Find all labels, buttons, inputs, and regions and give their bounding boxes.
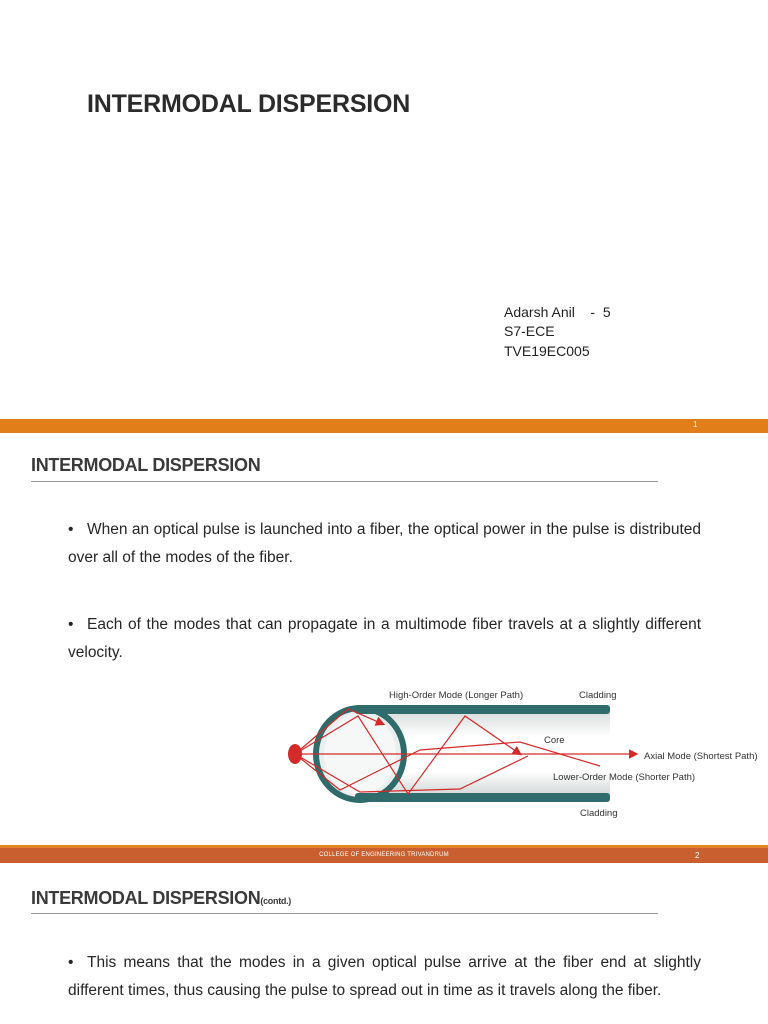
slide2-page-number: 2 bbox=[695, 851, 700, 860]
slide3-bullet-1 bbox=[68, 949, 701, 1005]
author-id: TVE19EC005 bbox=[504, 343, 590, 359]
slide3-heading-text: INTERMODAL DISPERSION bbox=[31, 888, 261, 908]
slide3-heading-suffix: (contd.) bbox=[260, 896, 291, 906]
slide2-heading: INTERMODAL DISPERSION bbox=[31, 455, 261, 475]
label-lower-order: Lower-Order Mode (Shorter Path) bbox=[553, 772, 696, 783]
bullet-text: When an optical pulse is launched into a fiber, the optical power in the pulse is distributed over all of the modes of the fiber. bbox=[68, 521, 701, 566]
label-cladding-bottom: Cladding bbox=[580, 808, 618, 819]
slide3-heading-rule bbox=[31, 913, 658, 914]
slide2-bullet-1 bbox=[68, 516, 701, 572]
label-axial: Axial Mode (Shortest Path) bbox=[644, 751, 758, 762]
label-core: Core bbox=[544, 735, 565, 746]
bullet-text: This means that the modes in a given optical pulse arrive at the fiber end at slightly different times, thus causing the pulse to spread out in time as it travels along the fiber. bbox=[68, 954, 701, 999]
label-cladding-top: Cladding bbox=[579, 690, 617, 701]
fiber-mode-diagram bbox=[280, 680, 768, 825]
slide2-heading-rule bbox=[31, 481, 658, 482]
label-high-order: High-Order Mode (Longer Path) bbox=[389, 690, 524, 701]
slide2-footer-text: COLLEGE OF ENGINEERING TRIVANDRUM bbox=[319, 852, 449, 858]
cladding-top bbox=[355, 705, 610, 714]
bullet-dot: • bbox=[68, 616, 74, 633]
slide1-footer-bar bbox=[0, 419, 768, 433]
bullet-text: Each of the modes that can propagate in a multimode fiber travels at a slightly different velocity. bbox=[68, 616, 701, 661]
bullet-dot: • bbox=[68, 954, 74, 971]
slide2-bullet-2 bbox=[68, 611, 701, 667]
slide3-heading bbox=[31, 888, 291, 909]
light-source bbox=[288, 744, 302, 764]
slide1-title: INTERMODAL DISPERSION bbox=[87, 90, 411, 118]
slide1-page-number: 1 bbox=[693, 420, 698, 429]
cladding-bottom bbox=[355, 793, 610, 802]
bullet-dot: • bbox=[68, 521, 74, 538]
author-name: Adarsh Anil - 5 bbox=[504, 304, 611, 320]
author-class: S7-ECE bbox=[504, 323, 555, 339]
